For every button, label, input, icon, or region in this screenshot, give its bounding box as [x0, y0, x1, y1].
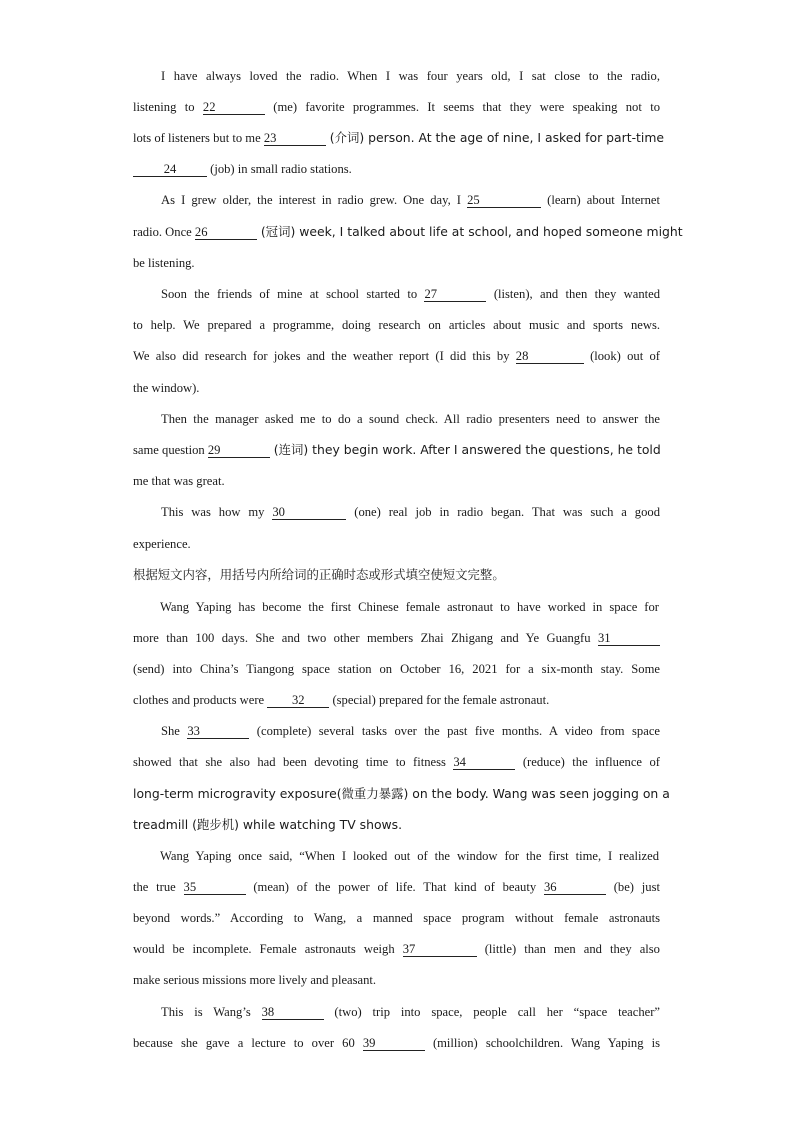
- blank-29[interactable]: 29: [208, 443, 270, 458]
- text-line: beyond words.” According to Wang, a manned space program without female astronauts: [133, 911, 660, 925]
- text-line: would be incomplete. Female astronauts weigh 37 (little) than men and they also: [133, 942, 660, 956]
- text-line: same question 29 (连词) they begin work. After I answered the questions, he told: [133, 442, 661, 457]
- text-line: As I grew older, the interest in radio grew. One day, I 25 (learn) about Internet: [161, 193, 660, 207]
- text-line: more than 100 days. She and two other members Zhai Zhigang and Ye Guangfu 31: [133, 629, 660, 647]
- text-line: (send) into China’s Tiangong space station on October 16, 2021 for a six-month stay. Some: [133, 662, 660, 676]
- blank-35[interactable]: 35: [184, 880, 246, 895]
- text-line: be listening.: [133, 256, 195, 270]
- blank-26[interactable]: 26: [195, 225, 257, 240]
- text-line: Then the manager asked me to do a sound check. All radio presenters need to answer the: [161, 412, 660, 426]
- text-line: Wang Yaping once said, “When I looked out of the window for the first time, I realized: [160, 849, 659, 863]
- text-line: showed that she also had been devoting time to fitness 34 (reduce) the influence of: [133, 755, 660, 769]
- text-line: Soon the friends of mine at school started to 27 (listen), and then they wanted: [161, 287, 661, 301]
- text-line: long-term microgravity exposure(微重力暴露) on the body. Wang was seen jogging on a: [133, 786, 670, 801]
- text-line: We also did research for jokes and the weather report (I did this by 28 (look) out of: [133, 349, 660, 363]
- text-line: 24 (job) in small radio stations.: [133, 160, 660, 178]
- text-line: This was how my 30 (one) real job in radio began. That was such a good: [161, 505, 660, 519]
- blank-25[interactable]: 25: [467, 193, 541, 208]
- text-line: me that was great.: [133, 474, 225, 488]
- text-line: radio. Once 26 (冠词) week, I talked about life at school, and hoped someone might: [133, 224, 683, 239]
- blank-27[interactable]: 27: [424, 287, 486, 302]
- text-line: the true 35 (mean) of the power of life. That kind of beauty 36 (be) just: [133, 880, 660, 894]
- text-line: listening to 22 (me) favorite programmes. It seems that they were speaking not to: [133, 100, 660, 114]
- text-line: Wang Yaping has become the first Chinese female astronaut to have worked in space for: [160, 600, 659, 614]
- text-line: clothes and products were 32 (special) prepared for the female astronaut.: [133, 693, 550, 707]
- blank-36[interactable]: 36: [544, 880, 606, 895]
- blank-37[interactable]: 37: [403, 942, 477, 957]
- blank-30[interactable]: 30: [272, 505, 346, 520]
- blank-22[interactable]: 22: [203, 100, 265, 115]
- text-line: because she gave a lecture to over 60 39 (million) schoolchildren. Wang Yaping is: [133, 1036, 660, 1050]
- blank-39[interactable]: 39: [363, 1036, 425, 1051]
- blank-34[interactable]: 34: [453, 755, 515, 770]
- text-line: lots of listeners but to me 23 (介词) person. At the age of nine, I asked for part-time: [133, 130, 665, 145]
- text-line: make serious missions more lively and pleasant.: [133, 973, 377, 987]
- text-line: This is Wang’s 38 (two) trip into space, people call her “space teacher”: [161, 1005, 661, 1019]
- text-line: She 33 (complete) several tasks over the past five months. A video from space: [161, 724, 661, 738]
- blank-38[interactable]: 38: [262, 1005, 324, 1020]
- blank-33[interactable]: 33: [187, 724, 249, 739]
- text-line: to help. We prepared a programme, doing research on articles about music and sports news.: [133, 318, 660, 332]
- blank-28[interactable]: 28: [516, 349, 584, 364]
- text-line: experience.: [133, 537, 191, 551]
- blank-23[interactable]: 23: [264, 131, 326, 146]
- text-line: I have always loved the radio. When I was four years old, I sat close to the radio,: [161, 69, 660, 83]
- text-line: the window).: [133, 381, 200, 395]
- text-line: treadmill (跑步机) while watching TV shows.: [133, 817, 403, 832]
- blank-24[interactable]: 24: [133, 162, 207, 177]
- instruction-text: 根据短文内容，用括号内所给词的正确时态或形式填空使短文完整。: [133, 567, 505, 582]
- blank-31[interactable]: 31: [598, 631, 660, 646]
- blank-32[interactable]: 32: [267, 693, 329, 708]
